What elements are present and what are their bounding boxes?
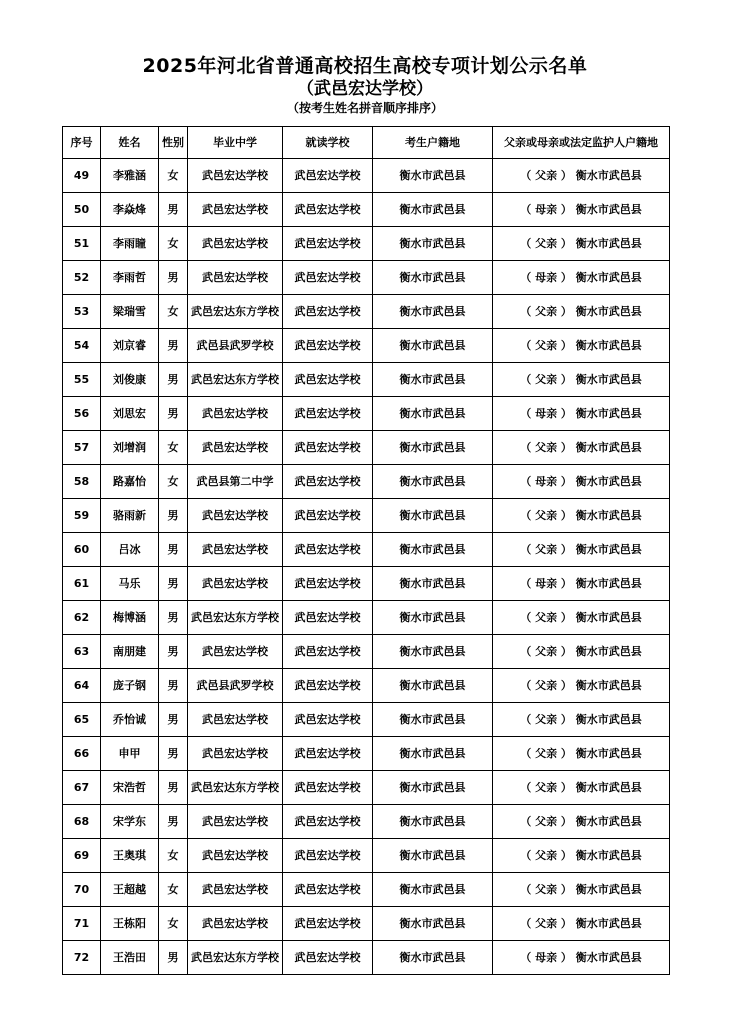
cell-seq: 54	[63, 329, 101, 363]
cell-gender: 男	[159, 397, 188, 431]
cell-name: 乔怡诚	[101, 703, 159, 737]
cell-seq: 59	[63, 499, 101, 533]
cell-registration: 衡水市武邑县	[373, 499, 493, 533]
table-header-row	[63, 127, 670, 159]
cell-registration: 衡水市武邑县	[373, 601, 493, 635]
cell-seq: 51	[63, 227, 101, 261]
cell-name: 王栋阳	[101, 907, 159, 941]
cell-seq: 69	[63, 839, 101, 873]
table-row	[63, 737, 670, 771]
cell-attending-school: 武邑宏达学校	[283, 193, 373, 227]
cell-middle-school: 武邑宏达学校	[188, 839, 283, 873]
cell-gender: 男	[159, 703, 188, 737]
cell-name: 刘思宏	[101, 397, 159, 431]
col-header-attending-school: 就读学校	[283, 127, 373, 159]
cell-attending-school: 武邑宏达学校	[283, 737, 373, 771]
table-row	[63, 907, 670, 941]
cell-middle-school: 武邑宏达学校	[188, 703, 283, 737]
cell-name: 宋浩哲	[101, 771, 159, 805]
cell-attending-school: 武邑宏达学校	[283, 703, 373, 737]
cell-name: 庞子钢	[101, 669, 159, 703]
cell-middle-school: 武邑县武罗学校	[188, 669, 283, 703]
col-header-guardian-registration: 父亲或母亲或法定监护人户籍地	[493, 127, 670, 159]
cell-middle-school: 武邑宏达东方学校	[188, 771, 283, 805]
cell-registration: 衡水市武邑县	[373, 703, 493, 737]
cell-middle-school: 武邑县第二中学	[188, 465, 283, 499]
cell-middle-school: 武邑宏达学校	[188, 499, 283, 533]
cell-guardian-registration: （ 母亲 ） 衡水市武邑县	[493, 465, 670, 499]
cell-gender: 男	[159, 601, 188, 635]
cell-gender: 男	[159, 669, 188, 703]
cell-registration: 衡水市武邑县	[373, 737, 493, 771]
cell-guardian-registration: （ 父亲 ） 衡水市武邑县	[493, 499, 670, 533]
cell-seq: 57	[63, 431, 101, 465]
cell-middle-school: 武邑宏达东方学校	[188, 601, 283, 635]
cell-guardian-registration: （ 父亲 ） 衡水市武邑县	[493, 295, 670, 329]
cell-seq: 53	[63, 295, 101, 329]
col-header-registration: 考生户籍地	[373, 127, 493, 159]
cell-name: 王浩田	[101, 941, 159, 975]
cell-middle-school: 武邑宏达东方学校	[188, 363, 283, 397]
cell-seq: 64	[63, 669, 101, 703]
cell-seq: 67	[63, 771, 101, 805]
cell-registration: 衡水市武邑县	[373, 295, 493, 329]
cell-registration: 衡水市武邑县	[373, 363, 493, 397]
table-row	[63, 805, 670, 839]
cell-attending-school: 武邑宏达学校	[283, 873, 373, 907]
cell-registration: 衡水市武邑县	[373, 431, 493, 465]
cell-name: 刘俊康	[101, 363, 159, 397]
cell-name: 王奥琪	[101, 839, 159, 873]
cell-seq: 63	[63, 635, 101, 669]
table-row	[63, 159, 670, 193]
table-row	[63, 601, 670, 635]
table-row	[63, 329, 670, 363]
cell-seq: 60	[63, 533, 101, 567]
cell-guardian-registration: （ 父亲 ） 衡水市武邑县	[493, 635, 670, 669]
cell-attending-school: 武邑宏达学校	[283, 499, 373, 533]
cell-name: 骆雨新	[101, 499, 159, 533]
cell-attending-school: 武邑宏达学校	[283, 907, 373, 941]
cell-seq: 61	[63, 567, 101, 601]
cell-name: 王超越	[101, 873, 159, 907]
cell-gender: 男	[159, 737, 188, 771]
cell-registration: 衡水市武邑县	[373, 329, 493, 363]
table-row	[63, 261, 670, 295]
cell-guardian-registration: （ 父亲 ） 衡水市武邑县	[493, 805, 670, 839]
cell-gender: 女	[159, 159, 188, 193]
cell-registration: 衡水市武邑县	[373, 261, 493, 295]
cell-name: 李焱烽	[101, 193, 159, 227]
cell-guardian-registration: （ 母亲 ） 衡水市武邑县	[493, 397, 670, 431]
cell-middle-school: 武邑宏达学校	[188, 397, 283, 431]
cell-name: 路嘉怡	[101, 465, 159, 499]
cell-attending-school: 武邑宏达学校	[283, 533, 373, 567]
cell-attending-school: 武邑宏达学校	[283, 805, 373, 839]
cell-registration: 衡水市武邑县	[373, 159, 493, 193]
cell-attending-school: 武邑宏达学校	[283, 601, 373, 635]
cell-guardian-registration: （ 父亲 ） 衡水市武邑县	[493, 533, 670, 567]
table-row	[63, 635, 670, 669]
table-row	[63, 227, 670, 261]
document-header	[0, 54, 730, 116]
cell-middle-school: 武邑宏达学校	[188, 431, 283, 465]
cell-seq: 71	[63, 907, 101, 941]
cell-gender: 男	[159, 567, 188, 601]
table-row	[63, 703, 670, 737]
cell-guardian-registration: （ 父亲 ） 衡水市武邑县	[493, 601, 670, 635]
cell-registration: 衡水市武邑县	[373, 193, 493, 227]
cell-gender: 女	[159, 873, 188, 907]
cell-attending-school: 武邑宏达学校	[283, 261, 373, 295]
cell-guardian-registration: （ 母亲 ） 衡水市武邑县	[493, 567, 670, 601]
cell-attending-school: 武邑宏达学校	[283, 669, 373, 703]
page-title: 2025年河北省普通高校招生高校专项计划公示名单	[142, 55, 588, 77]
cell-registration: 衡水市武邑县	[373, 635, 493, 669]
table-row	[63, 363, 670, 397]
table-row	[63, 465, 670, 499]
cell-gender: 男	[159, 261, 188, 295]
col-header-seq: 序号	[63, 127, 101, 159]
cell-guardian-registration: （ 父亲 ） 衡水市武邑县	[493, 227, 670, 261]
cell-registration: 衡水市武邑县	[373, 839, 493, 873]
cell-guardian-registration: （ 父亲 ） 衡水市武邑县	[493, 703, 670, 737]
cell-gender: 男	[159, 805, 188, 839]
cell-registration: 衡水市武邑县	[373, 533, 493, 567]
cell-seq: 62	[63, 601, 101, 635]
cell-guardian-registration: （ 父亲 ） 衡水市武邑县	[493, 771, 670, 805]
cell-gender: 女	[159, 465, 188, 499]
cell-attending-school: 武邑宏达学校	[283, 227, 373, 261]
cell-registration: 衡水市武邑县	[373, 669, 493, 703]
cell-gender: 男	[159, 329, 188, 363]
cell-middle-school: 武邑宏达学校	[188, 193, 283, 227]
cell-attending-school: 武邑宏达学校	[283, 295, 373, 329]
cell-seq: 70	[63, 873, 101, 907]
table-row	[63, 431, 670, 465]
cell-gender: 男	[159, 635, 188, 669]
cell-guardian-registration: （ 父亲 ） 衡水市武邑县	[493, 363, 670, 397]
cell-guardian-registration: （ 母亲 ） 衡水市武邑县	[493, 941, 670, 975]
cell-attending-school: 武邑宏达学校	[283, 397, 373, 431]
cell-middle-school: 武邑宏达学校	[188, 227, 283, 261]
table-row	[63, 193, 670, 227]
cell-seq: 58	[63, 465, 101, 499]
cell-attending-school: 武邑宏达学校	[283, 839, 373, 873]
col-header-name: 姓名	[101, 127, 159, 159]
cell-guardian-registration: （ 父亲 ） 衡水市武邑县	[493, 159, 670, 193]
cell-registration: 衡水市武邑县	[373, 397, 493, 431]
student-roster-table	[62, 126, 670, 975]
cell-gender: 男	[159, 499, 188, 533]
cell-registration: 衡水市武邑县	[373, 907, 493, 941]
col-header-middle-school: 毕业中学	[188, 127, 283, 159]
cell-guardian-registration: （ 父亲 ） 衡水市武邑县	[493, 431, 670, 465]
cell-attending-school: 武邑宏达学校	[283, 771, 373, 805]
cell-gender: 男	[159, 941, 188, 975]
table-row	[63, 295, 670, 329]
cell-registration: 衡水市武邑县	[373, 873, 493, 907]
cell-middle-school: 武邑宏达学校	[188, 635, 283, 669]
cell-middle-school: 武邑宏达学校	[188, 567, 283, 601]
cell-gender: 男	[159, 771, 188, 805]
cell-attending-school: 武邑宏达学校	[283, 159, 373, 193]
cell-attending-school: 武邑宏达学校	[283, 567, 373, 601]
cell-guardian-registration: （ 父亲 ） 衡水市武邑县	[493, 873, 670, 907]
col-header-gender: 性别	[159, 127, 188, 159]
cell-name: 宋学东	[101, 805, 159, 839]
table-row	[63, 397, 670, 431]
table-row	[63, 771, 670, 805]
cell-name: 李雨瞳	[101, 227, 159, 261]
cell-guardian-registration: （ 父亲 ） 衡水市武邑县	[493, 737, 670, 771]
cell-seq: 56	[63, 397, 101, 431]
cell-middle-school: 武邑宏达学校	[188, 261, 283, 295]
cell-guardian-registration: （ 父亲 ） 衡水市武邑县	[493, 839, 670, 873]
table-row	[63, 533, 670, 567]
cell-middle-school: 武邑宏达东方学校	[188, 295, 283, 329]
cell-gender: 女	[159, 907, 188, 941]
cell-attending-school: 武邑宏达学校	[283, 635, 373, 669]
cell-seq: 50	[63, 193, 101, 227]
cell-name: 梁瑞雪	[101, 295, 159, 329]
cell-guardian-registration: （ 父亲 ） 衡水市武邑县	[493, 907, 670, 941]
cell-registration: 衡水市武邑县	[373, 805, 493, 839]
cell-middle-school: 武邑宏达东方学校	[188, 941, 283, 975]
table-row	[63, 873, 670, 907]
cell-middle-school: 武邑宏达学校	[188, 737, 283, 771]
cell-name: 吕冰	[101, 533, 159, 567]
cell-guardian-registration: （ 父亲 ） 衡水市武邑县	[493, 669, 670, 703]
cell-name: 刘京睿	[101, 329, 159, 363]
cell-middle-school: 武邑县武罗学校	[188, 329, 283, 363]
cell-name: 马乐	[101, 567, 159, 601]
cell-middle-school: 武邑宏达学校	[188, 159, 283, 193]
cell-attending-school: 武邑宏达学校	[283, 465, 373, 499]
cell-name: 南朋建	[101, 635, 159, 669]
cell-seq: 72	[63, 941, 101, 975]
cell-name: 梅博涵	[101, 601, 159, 635]
cell-registration: 衡水市武邑县	[373, 227, 493, 261]
cell-guardian-registration: （ 母亲 ） 衡水市武邑县	[493, 261, 670, 295]
cell-guardian-registration: （ 母亲 ） 衡水市武邑县	[493, 193, 670, 227]
cell-attending-school: 武邑宏达学校	[283, 329, 373, 363]
cell-guardian-registration: （ 父亲 ） 衡水市武邑县	[493, 329, 670, 363]
cell-gender: 男	[159, 363, 188, 397]
cell-seq: 65	[63, 703, 101, 737]
cell-attending-school: 武邑宏达学校	[283, 941, 373, 975]
cell-middle-school: 武邑宏达学校	[188, 533, 283, 567]
cell-registration: 衡水市武邑县	[373, 941, 493, 975]
cell-name: 李雨哲	[101, 261, 159, 295]
sort-order-note: （按考生姓名拼音顺序排序）	[286, 101, 443, 115]
cell-gender: 女	[159, 839, 188, 873]
cell-registration: 衡水市武邑县	[373, 465, 493, 499]
table-row	[63, 839, 670, 873]
cell-seq: 49	[63, 159, 101, 193]
cell-middle-school: 武邑宏达学校	[188, 873, 283, 907]
cell-registration: 衡水市武邑县	[373, 771, 493, 805]
cell-seq: 68	[63, 805, 101, 839]
cell-middle-school: 武邑宏达学校	[188, 907, 283, 941]
table-row	[63, 499, 670, 533]
cell-gender: 女	[159, 431, 188, 465]
cell-name: 李雅涵	[101, 159, 159, 193]
cell-seq: 66	[63, 737, 101, 771]
table-row	[63, 567, 670, 601]
cell-attending-school: 武邑宏达学校	[283, 363, 373, 397]
cell-registration: 衡水市武邑县	[373, 567, 493, 601]
cell-attending-school: 武邑宏达学校	[283, 431, 373, 465]
cell-gender: 男	[159, 533, 188, 567]
cell-gender: 女	[159, 227, 188, 261]
cell-middle-school: 武邑宏达学校	[188, 805, 283, 839]
cell-seq: 52	[63, 261, 101, 295]
table-row	[63, 669, 670, 703]
page-subtitle-school: （武邑宏达学校）	[297, 79, 433, 99]
cell-name: 申甲	[101, 737, 159, 771]
cell-seq: 55	[63, 363, 101, 397]
cell-gender: 男	[159, 193, 188, 227]
cell-gender: 女	[159, 295, 188, 329]
cell-name: 刘增润	[101, 431, 159, 465]
table-row	[63, 941, 670, 975]
